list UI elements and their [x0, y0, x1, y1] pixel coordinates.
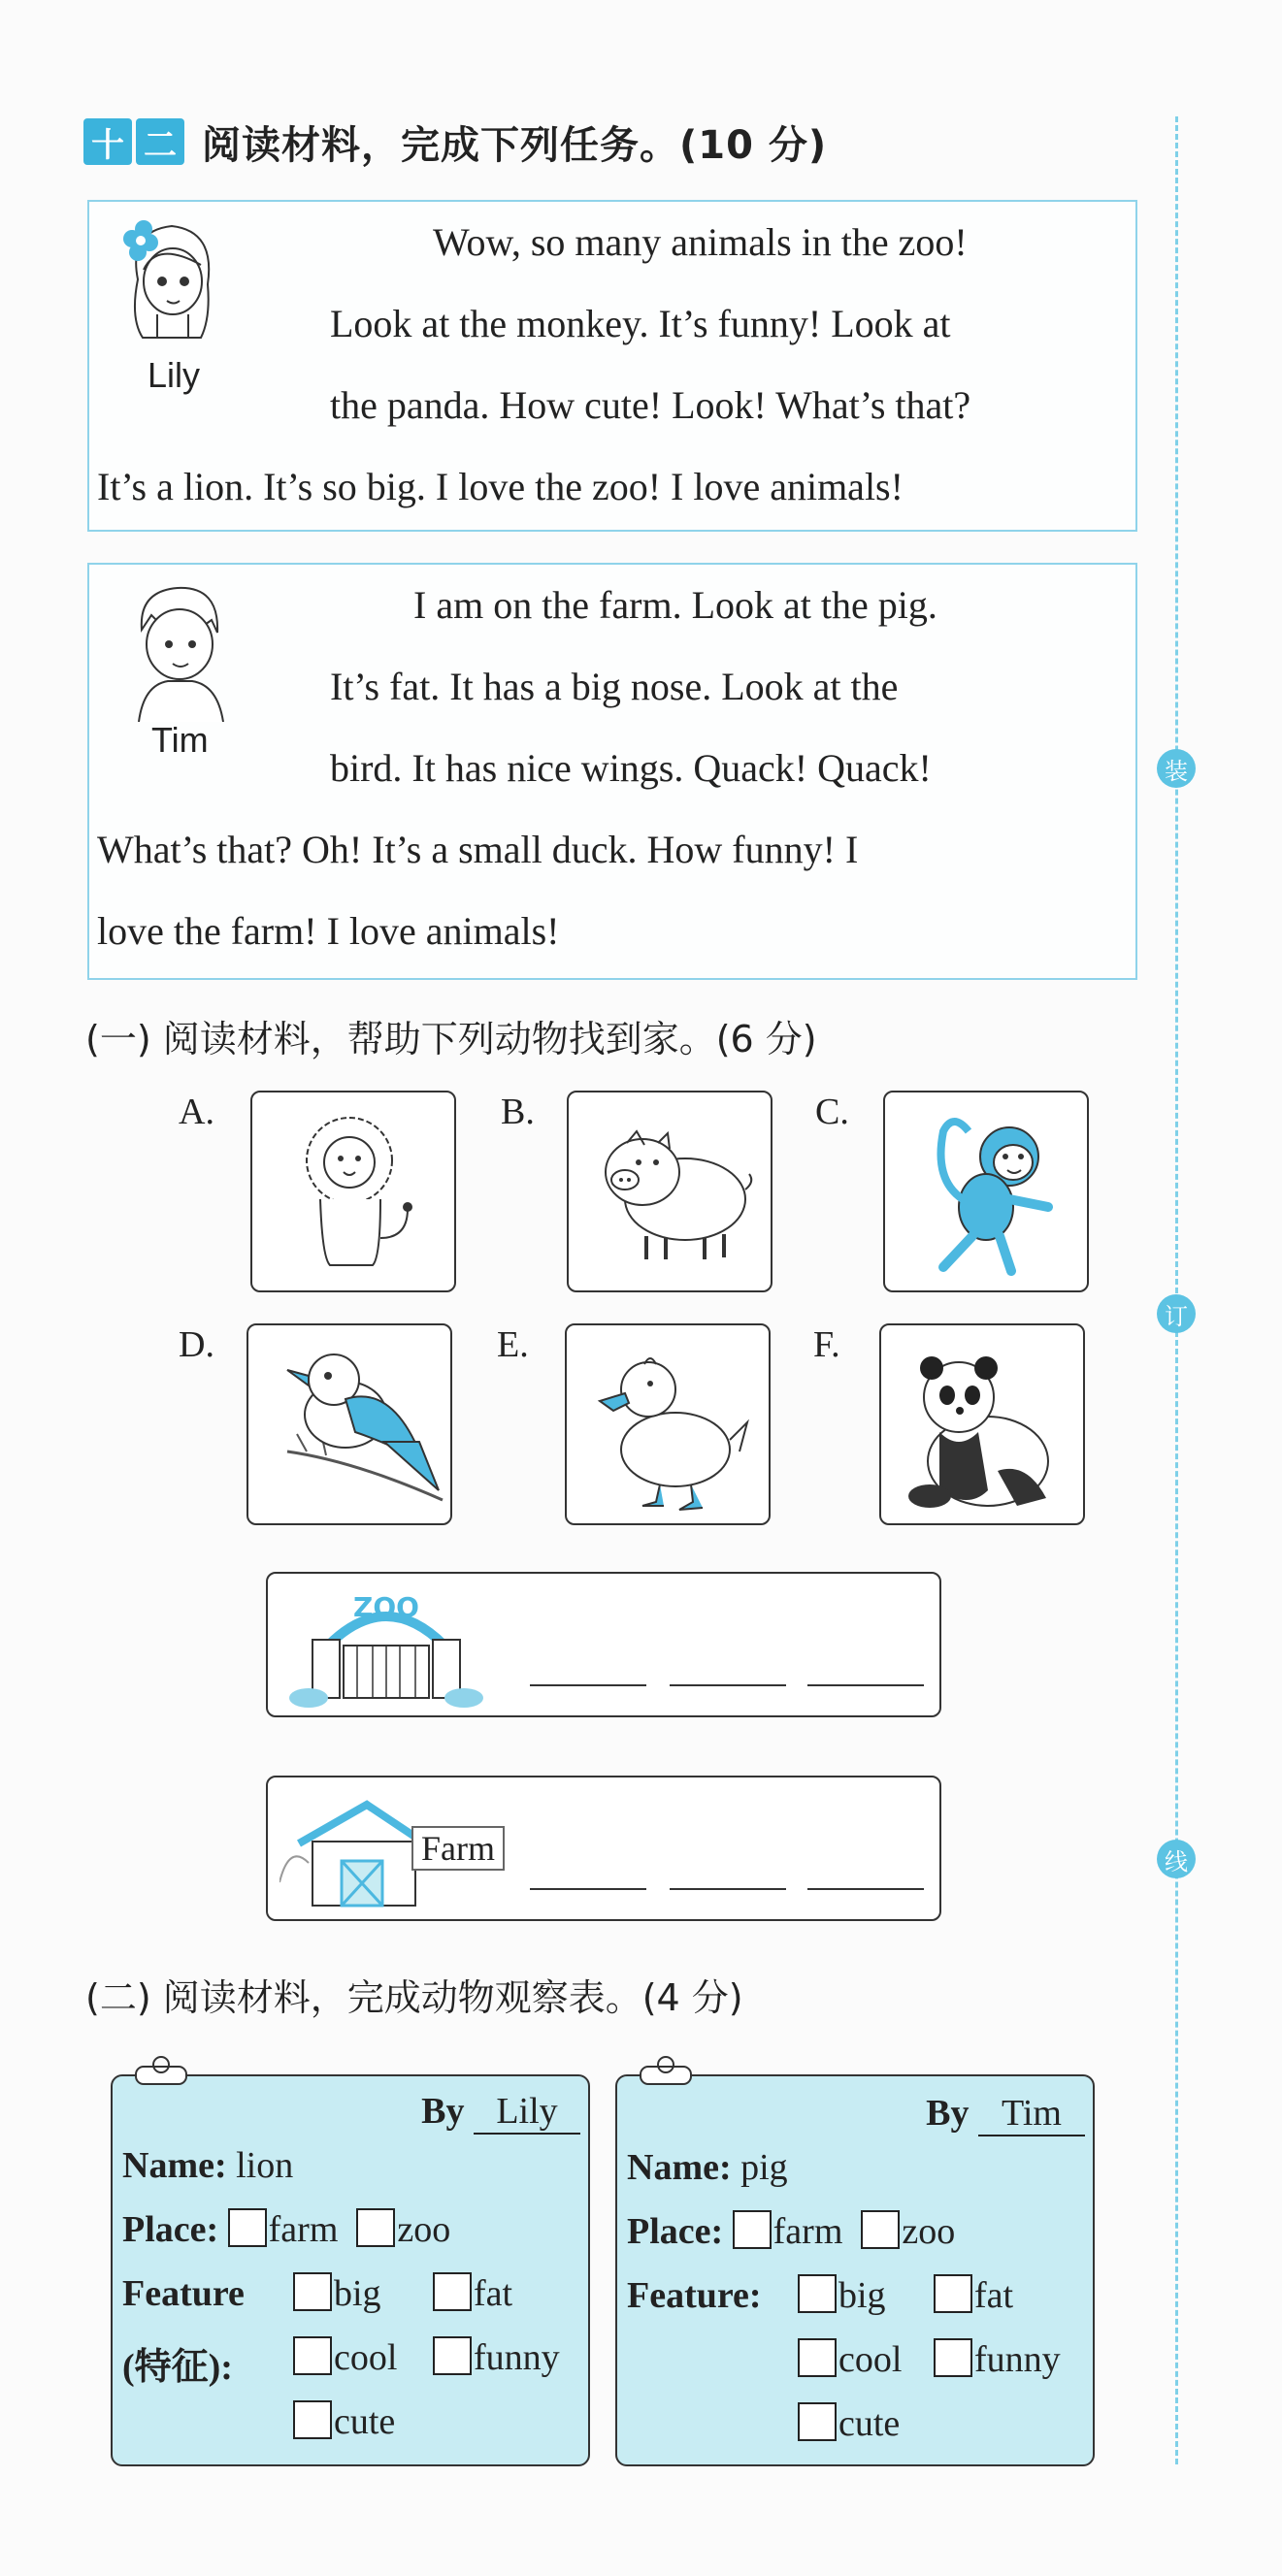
feature-label: Feature [122, 2273, 245, 2314]
boy-avatar-icon [124, 576, 231, 722]
part1-title: (一) 阅读材料，帮助下列动物找到家。(6 分) [85, 1018, 817, 1060]
zoo-home-box [266, 1572, 941, 1717]
name-label: Name: [627, 2147, 732, 2188]
passage-line: Look at the monkey. It’s funny! Look at [330, 302, 951, 345]
passage-line: What’s that? Oh! It’s a small duck. How funny! I [97, 828, 859, 871]
animal-box-d [247, 1323, 452, 1525]
observation-card-lily [111, 2074, 590, 2466]
by-value: Lily [474, 2090, 580, 2135]
animal-box-a [250, 1091, 456, 1292]
answer-blank[interactable] [670, 1888, 786, 1890]
animal-box-c [883, 1091, 1089, 1292]
feature-label: Feature: [627, 2275, 762, 2316]
option-letter: B. [501, 1092, 535, 1132]
checkbox-zoo[interactable] [861, 2210, 900, 2249]
checkbox-fat[interactable] [934, 2274, 972, 2313]
passage-line: bird. It has nice wings. Quack! Quack! [330, 746, 932, 790]
animal-box-e [565, 1323, 771, 1525]
bird-icon [248, 1325, 450, 1523]
feature-option: funny [474, 2337, 560, 2378]
option-letter: D. [179, 1324, 214, 1365]
checkbox-funny[interactable] [934, 2338, 972, 2377]
speaker-name-tim: Tim [151, 720, 209, 760]
section-title: 阅读材料，完成下列任务。(10 分) [202, 123, 828, 168]
speaker-name-lily: Lily [148, 355, 201, 395]
zoo-gate-icon [289, 1578, 483, 1710]
checkbox-fat[interactable] [433, 2272, 472, 2311]
name-label: Name: [122, 2145, 227, 2186]
badge-char-2: 二 [136, 118, 184, 165]
passage-line: I am on the farm. Look at the pig. [413, 583, 937, 627]
farm-home-box [266, 1776, 941, 1921]
farm-label: Farm [411, 1826, 505, 1871]
option-letter: F. [813, 1324, 840, 1365]
checkbox-funny[interactable] [433, 2336, 472, 2375]
by-label: By [926, 2093, 970, 2134]
reading-box-lily [87, 200, 1137, 532]
checkbox-cute[interactable] [798, 2402, 837, 2441]
passage-line: the panda. How cute! Look! What’s that? [330, 383, 971, 427]
checkbox-big[interactable] [798, 2274, 837, 2313]
feature-option: cute [838, 2403, 901, 2444]
checkbox-cool[interactable] [798, 2338, 837, 2377]
section-badge [83, 118, 184, 165]
animal-box-b [567, 1091, 772, 1292]
answer-blank[interactable] [807, 1888, 924, 1890]
clip-icon [637, 2053, 695, 2092]
name-value: lion [236, 2145, 294, 2186]
checkbox-zoo[interactable] [356, 2208, 395, 2247]
pig-icon [569, 1092, 771, 1290]
checkbox-big[interactable] [293, 2272, 332, 2311]
place-option: farm [268, 2209, 339, 2250]
answer-blank[interactable] [670, 1684, 786, 1686]
monkey-icon [885, 1092, 1087, 1290]
option-letter: A. [179, 1092, 214, 1132]
place-option: farm [772, 2211, 843, 2252]
animal-box-f [879, 1323, 1085, 1525]
answer-blank[interactable] [807, 1684, 924, 1686]
margin-mark: 线 [1157, 1840, 1196, 1878]
lion-icon [252, 1092, 454, 1290]
checkbox-farm[interactable] [228, 2208, 267, 2247]
by-value: Tim [978, 2092, 1085, 2136]
feature-option: fat [474, 2273, 513, 2314]
duck-icon [567, 1325, 769, 1523]
badge-char-1: 十 [83, 118, 132, 165]
passage-line: Wow, so many animals in the zoo! [433, 220, 968, 264]
margin-mark: 装 [1157, 749, 1196, 788]
margin-mark: 订 [1157, 1294, 1196, 1333]
part2-title: (二) 阅读材料，完成动物观察表。(4 分) [85, 1976, 743, 2019]
binding-line [1175, 116, 1178, 2464]
place-label: Place: [627, 2211, 724, 2252]
place-label: Place: [122, 2209, 219, 2250]
feature-option: cute [334, 2401, 396, 2442]
feature-option: funny [974, 2339, 1061, 2380]
feature-option: fat [974, 2275, 1014, 2316]
answer-blank[interactable] [530, 1888, 646, 1890]
observation-card-tim [615, 2074, 1095, 2466]
feature-option: cool [334, 2337, 398, 2378]
option-letter: E. [497, 1324, 529, 1365]
answer-blank[interactable] [530, 1684, 646, 1686]
feature-sub-label: (特征): [122, 2347, 233, 2388]
feature-option: big [334, 2273, 381, 2314]
place-option: zoo [902, 2211, 956, 2252]
by-label: By [421, 2091, 465, 2132]
place-option: zoo [397, 2209, 451, 2250]
name-value: pig [740, 2147, 788, 2188]
passage-line: It’s a lion. It’s so big. I love the zoo! I love animals! [97, 465, 904, 508]
checkbox-farm[interactable] [733, 2210, 772, 2249]
zoo-sign-text: ZOO [353, 1591, 419, 1623]
passage-line: It’s fat. It has a big nose. Look at the [330, 665, 899, 708]
passage-line: love the farm! I love animals! [97, 909, 560, 953]
checkbox-cool[interactable] [293, 2336, 332, 2375]
clip-icon [132, 2053, 190, 2092]
feature-option: cool [838, 2339, 903, 2380]
feature-option: big [838, 2275, 886, 2316]
reading-box-tim [87, 563, 1137, 980]
girl-avatar-icon [118, 212, 225, 357]
option-letter: C. [815, 1092, 849, 1132]
checkbox-cute[interactable] [293, 2400, 332, 2439]
panda-icon [881, 1325, 1083, 1523]
